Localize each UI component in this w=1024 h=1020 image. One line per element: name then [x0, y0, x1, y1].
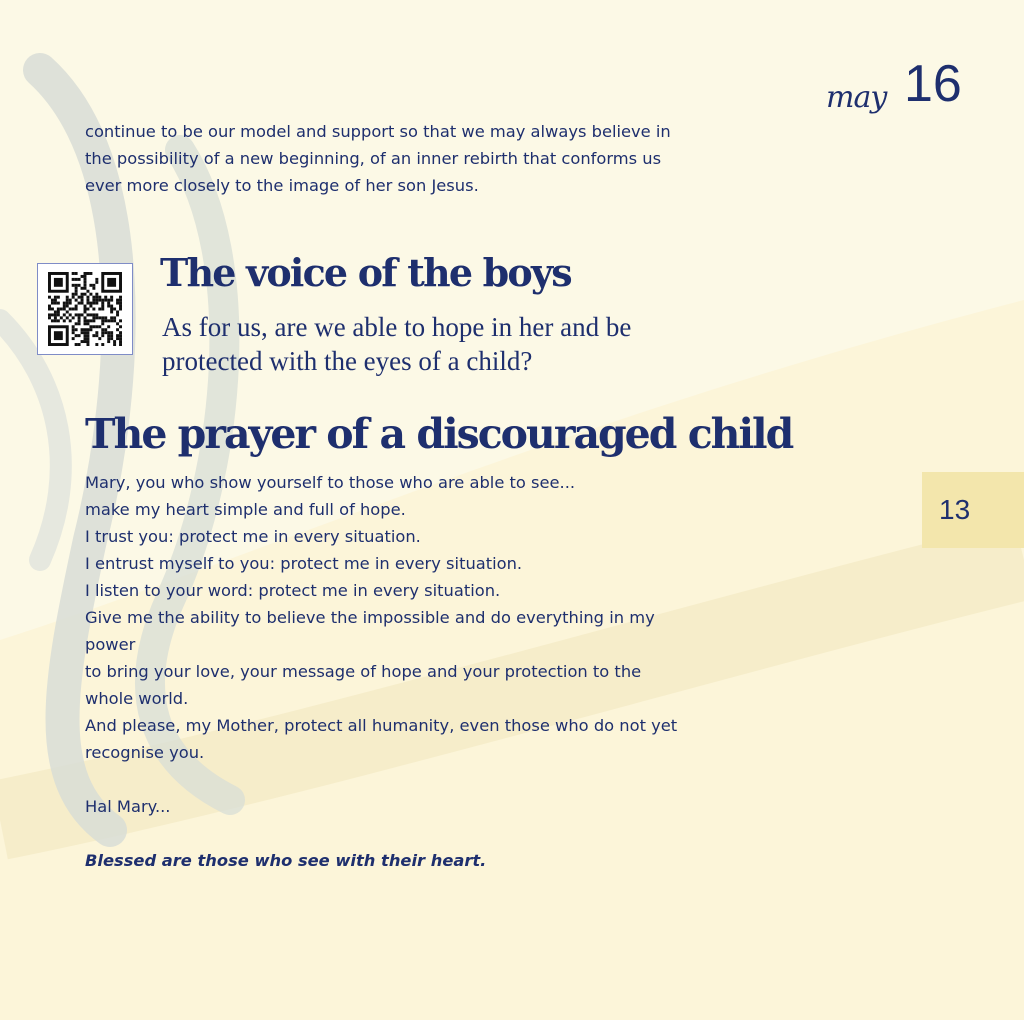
- prayer-text: [85, 469, 815, 766]
- prayer-line: make my heart simple and full of hope.: [85, 500, 406, 519]
- prayer-closing: Hal Mary...: [85, 797, 171, 816]
- prayer-line: recognise you.: [85, 743, 205, 762]
- prayer-line: Mary, you who show yourself to those who are able to see...: [85, 473, 576, 492]
- prayer-line: power: [85, 635, 136, 654]
- intro-line: ever more closely to the image of her son Jesus.: [85, 176, 479, 195]
- voice-title: The voice of the boys: [160, 250, 571, 295]
- date-month: may: [826, 80, 887, 115]
- prayer-line: to bring your love, your message of hope and your protection to the: [85, 662, 642, 681]
- blessing-line: Blessed are those who see with their heart.: [85, 851, 487, 870]
- page-number-tab: [922, 472, 1024, 548]
- prayer-line: I entrust myself to you: protect me in every situation.: [85, 554, 523, 573]
- voice-subtitle-line: protected with the eyes of a child?: [162, 346, 533, 376]
- intro-line: continue to be our model and support so that we may always believe in: [85, 122, 671, 141]
- prayer-title: The prayer of a discouraged child: [85, 410, 793, 458]
- page-number: 13: [939, 494, 971, 525]
- prayer-line: Give me the ability to believe the impossible and do everything in my: [85, 608, 655, 627]
- prayer-line: I listen to your word: protect me in every situation.: [85, 581, 501, 600]
- prayer-line: whole world.: [85, 689, 189, 708]
- qr-code-graphic: [48, 272, 122, 346]
- prayer-line: And please, my Mother, protect all humanity, even those who do not yet: [85, 716, 678, 735]
- intro-line: the possibility of a new beginning, of an inner rebirth that conforms us: [85, 149, 662, 168]
- qr-code-icon[interactable]: [37, 263, 133, 355]
- intro-paragraph: [85, 118, 805, 199]
- prayer-line: I trust you: protect me in every situation.: [85, 527, 421, 546]
- voice-subtitle-line: As for us, are we able to hope in her and be: [162, 312, 632, 342]
- date-day: 16: [904, 55, 962, 113]
- voice-subtitle: [162, 310, 742, 378]
